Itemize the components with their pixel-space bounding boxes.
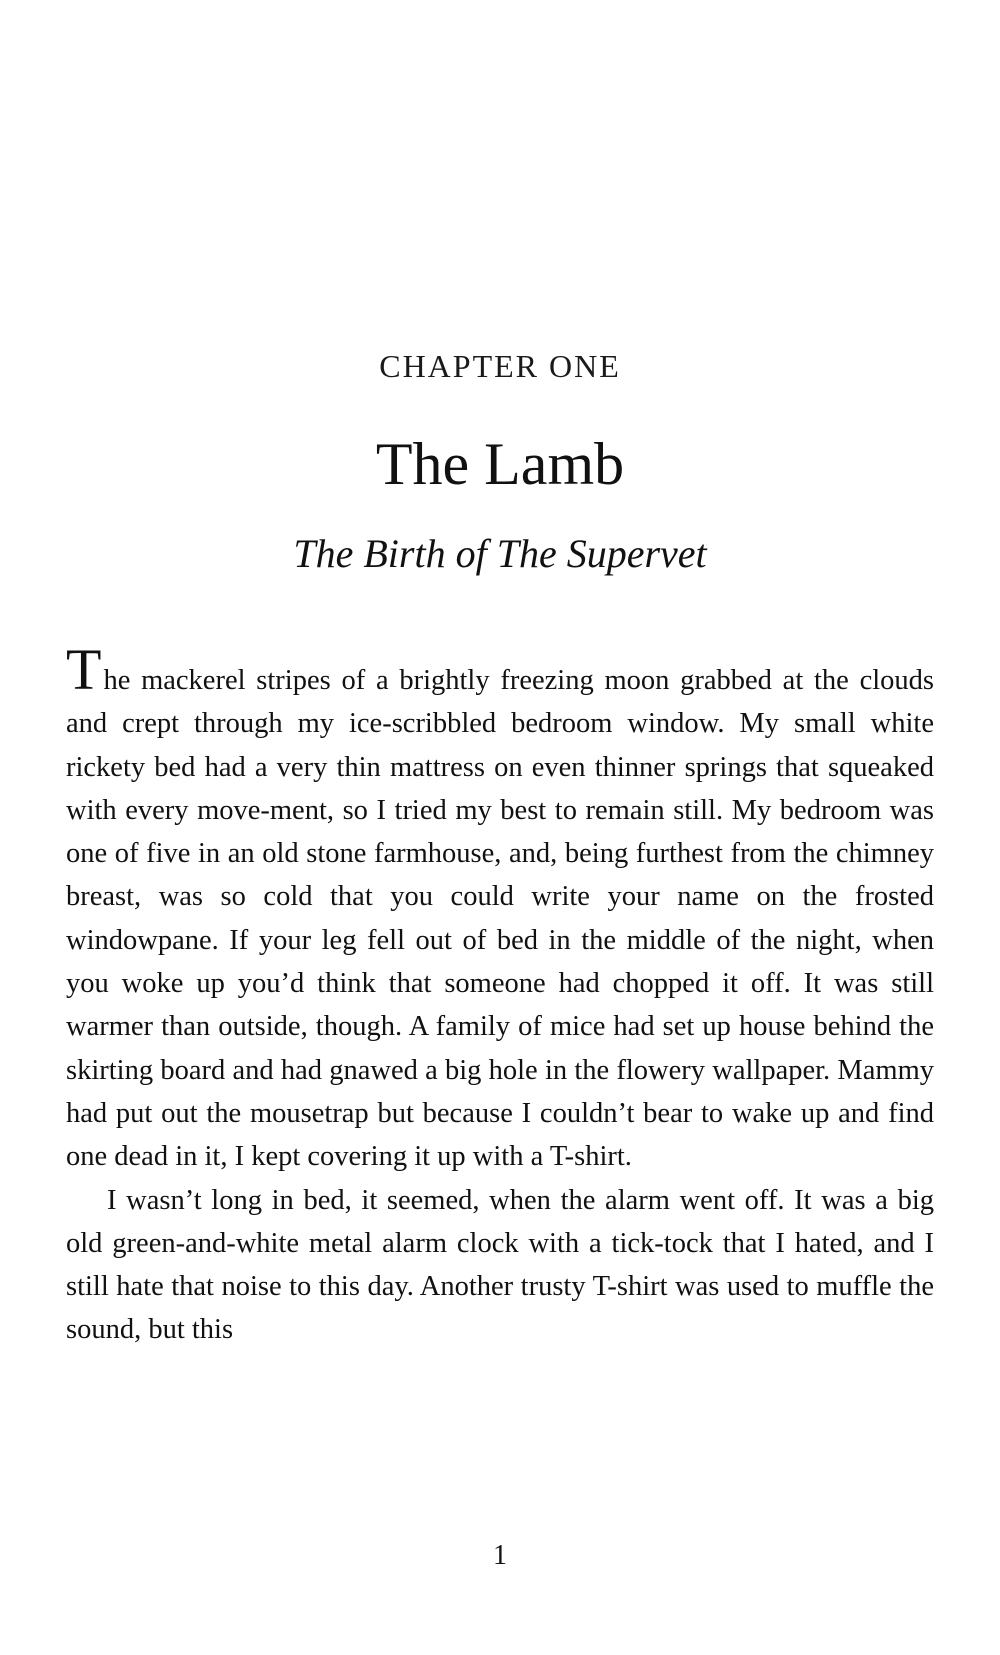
paragraph-2: I wasn’t long in bed, it seemed, when the alarm went off. It was a big old green-and-white metal alarm clock with a tick-tock that I hated, and I still hate that noise to this day. Another trusty T-shirt was used to muffle the sound, but this <box>66 1184 934 1346</box>
body-text <box>66 637 934 1352</box>
chapter-label: CHAPTER ONE <box>379 348 621 384</box>
paragraph-1 <box>66 637 934 1179</box>
drop-cap: T <box>66 637 102 702</box>
paragraph-1-text: he mackerel stripes of a brightly freezing moon grabbed at the clouds and crept through my ice-scribbled bedroom window. My small white rickety bed had a very thin mattress on even thinner springs that squeaked with every move-ment, so I tried my best to remain still. My bedroom was one of five in an old stone farmhouse, and, being furthest from the chimney breast, was so cold that you could write your name on the frosted windowpane. If your leg fell out of bed in the middle of the night, when you woke up you’d think that someone had chopped it off. It was still warmer than outside, though. A family of mice had set up house behind the skirting board and had gnawed a big hole in the flowery wallpaper. Mammy had put out the mousetrap but because I couldn’t bear to wake up and find one dead in it, I kept covering it up with a T-shirt. <box>66 665 934 1173</box>
page-number: 1 <box>493 1540 507 1571</box>
chapter-title: The Lamb <box>375 431 625 497</box>
chapter-subtitle: The Birth of The Supervet <box>293 531 707 576</box>
